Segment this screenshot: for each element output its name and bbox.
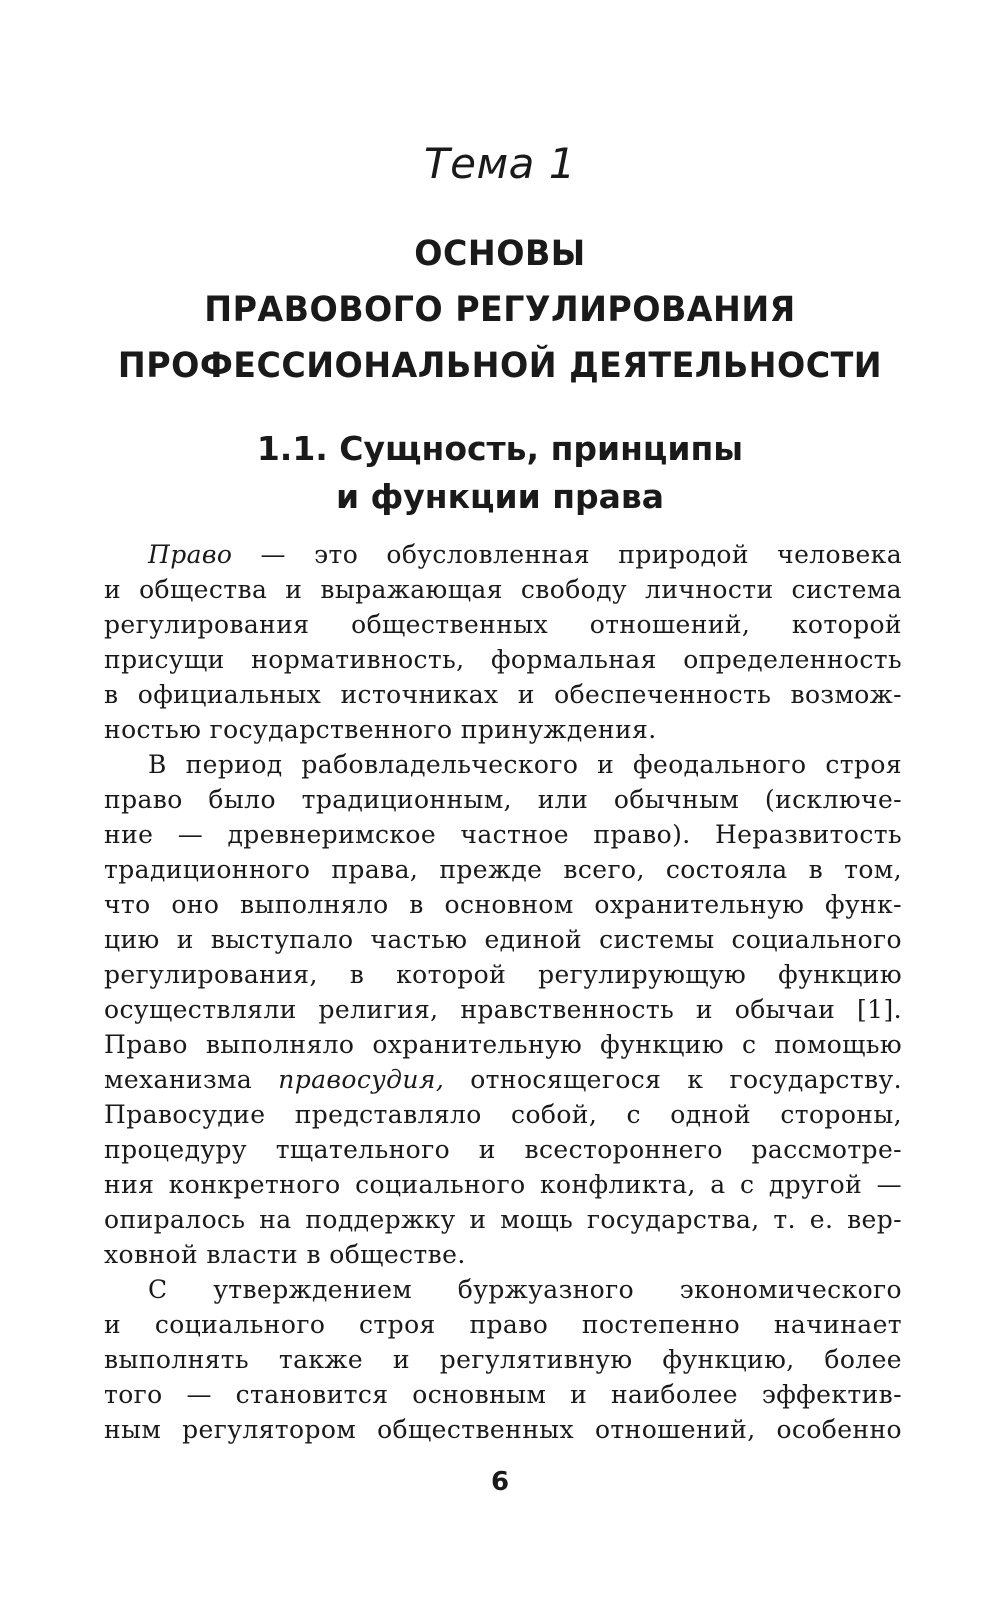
line-text: и социального строя право постепенно начинает — [104, 1310, 902, 1339]
line-text: ние — древнеримское частное право). Неразвитость — [104, 820, 902, 849]
line-text: и общества и выражающая свободу личности система — [104, 575, 902, 604]
page-number: 6 — [490, 1467, 510, 1497]
text-line — [104, 1307, 902, 1342]
text-line — [104, 817, 902, 852]
text-line — [104, 1342, 902, 1377]
text-line — [104, 887, 902, 922]
line-text: выполнять также и регулятивную функцию, более — [104, 1345, 902, 1374]
line-text: право было традиционным, или обычным (исключе- — [104, 785, 902, 814]
line-text: присущи нормативность, формальная определенность — [104, 645, 902, 674]
text-line — [104, 1202, 902, 1237]
chapter-title-line: ПРАВОВОГО РЕГУЛИРОВАНИЯ — [204, 290, 796, 330]
section-title-line: и функции права — [335, 477, 665, 516]
chapter-title-line: ОСНОВЫ — [414, 234, 586, 274]
text-line — [104, 1097, 902, 1132]
text-line — [104, 1412, 902, 1447]
chapter-title-line: ПРОФЕССИОНАЛЬНОЙ ДЕЯТЕЛЬНОСТИ — [117, 346, 883, 386]
text-line — [104, 782, 902, 817]
section-title — [100, 425, 900, 521]
line-text: ния конкретного социального конфликта, а с другой — — [104, 1170, 902, 1199]
text-line — [104, 747, 902, 782]
topic-label: Тема 1 — [424, 139, 576, 188]
text-line — [104, 1062, 902, 1097]
paragraph — [104, 537, 902, 747]
text-line — [104, 712, 902, 747]
text-line — [104, 922, 902, 957]
text-line — [104, 852, 902, 887]
line-text: С утверждением буржуазного экономического — [148, 1275, 902, 1304]
line-text: опиралось на поддержку и мощь государства, т. е. вер- — [104, 1205, 902, 1234]
text-line — [104, 572, 902, 607]
text-line — [104, 1027, 902, 1062]
line-text: ностью государственного принуждения. — [104, 715, 657, 744]
line-text: что оно выполняло в основном охранительную функ- — [104, 890, 902, 919]
body-text — [104, 537, 902, 1447]
paragraph — [104, 1272, 902, 1447]
line-text: механизма — [104, 1065, 279, 1094]
text-line — [104, 537, 902, 572]
text-line — [104, 992, 902, 1027]
text-line — [104, 642, 902, 677]
text-line — [104, 1167, 902, 1202]
line-text: осуществляли религия, нравственность и обычаи [1]. — [104, 995, 902, 1024]
line-text: того — становится основным и наиболее эффектив- — [104, 1380, 902, 1409]
line-text: ным регулятором общественных отношений, особенно — [104, 1415, 902, 1444]
line-text: Право выполняло охранительную функцию с помощью — [104, 1030, 902, 1059]
line-text: регулирования, в которой регулирующую функцию — [104, 960, 902, 989]
text-line — [104, 607, 902, 642]
italic-term: правосудия, — [278, 1065, 445, 1094]
text-line — [104, 957, 902, 992]
line-text: В период рабовладельческого и феодального строя — [148, 750, 902, 779]
text-line — [104, 1272, 902, 1307]
text-line — [104, 1377, 902, 1412]
text-line — [104, 1237, 902, 1272]
line-text: регулирования общественных отношений, которой — [104, 610, 902, 639]
line-text: ховной власти в обществе. — [104, 1240, 466, 1269]
text-line — [104, 1132, 902, 1167]
paragraph — [104, 747, 902, 1272]
line-text: процедуру тщательного и всестороннего рассмотре- — [104, 1135, 902, 1164]
line-text: цию и выступало частью единой системы социального — [104, 925, 902, 954]
chapter-title — [82, 226, 918, 394]
line-text: традиционного права, прежде всего, состояла в том, — [104, 855, 902, 884]
italic-term: Право — [148, 540, 233, 569]
section-title-line: 1.1. Сущность, принципы — [256, 429, 744, 468]
line-text: — это обусловленная природой человека — [232, 540, 902, 569]
line-text: Правосудие представляло собой, с одной стороны, — [104, 1100, 902, 1129]
line-text: относящегося к государству. — [444, 1065, 902, 1094]
line-text: в официальных источниках и обеспеченность возмож- — [104, 680, 902, 709]
text-line — [104, 677, 902, 712]
